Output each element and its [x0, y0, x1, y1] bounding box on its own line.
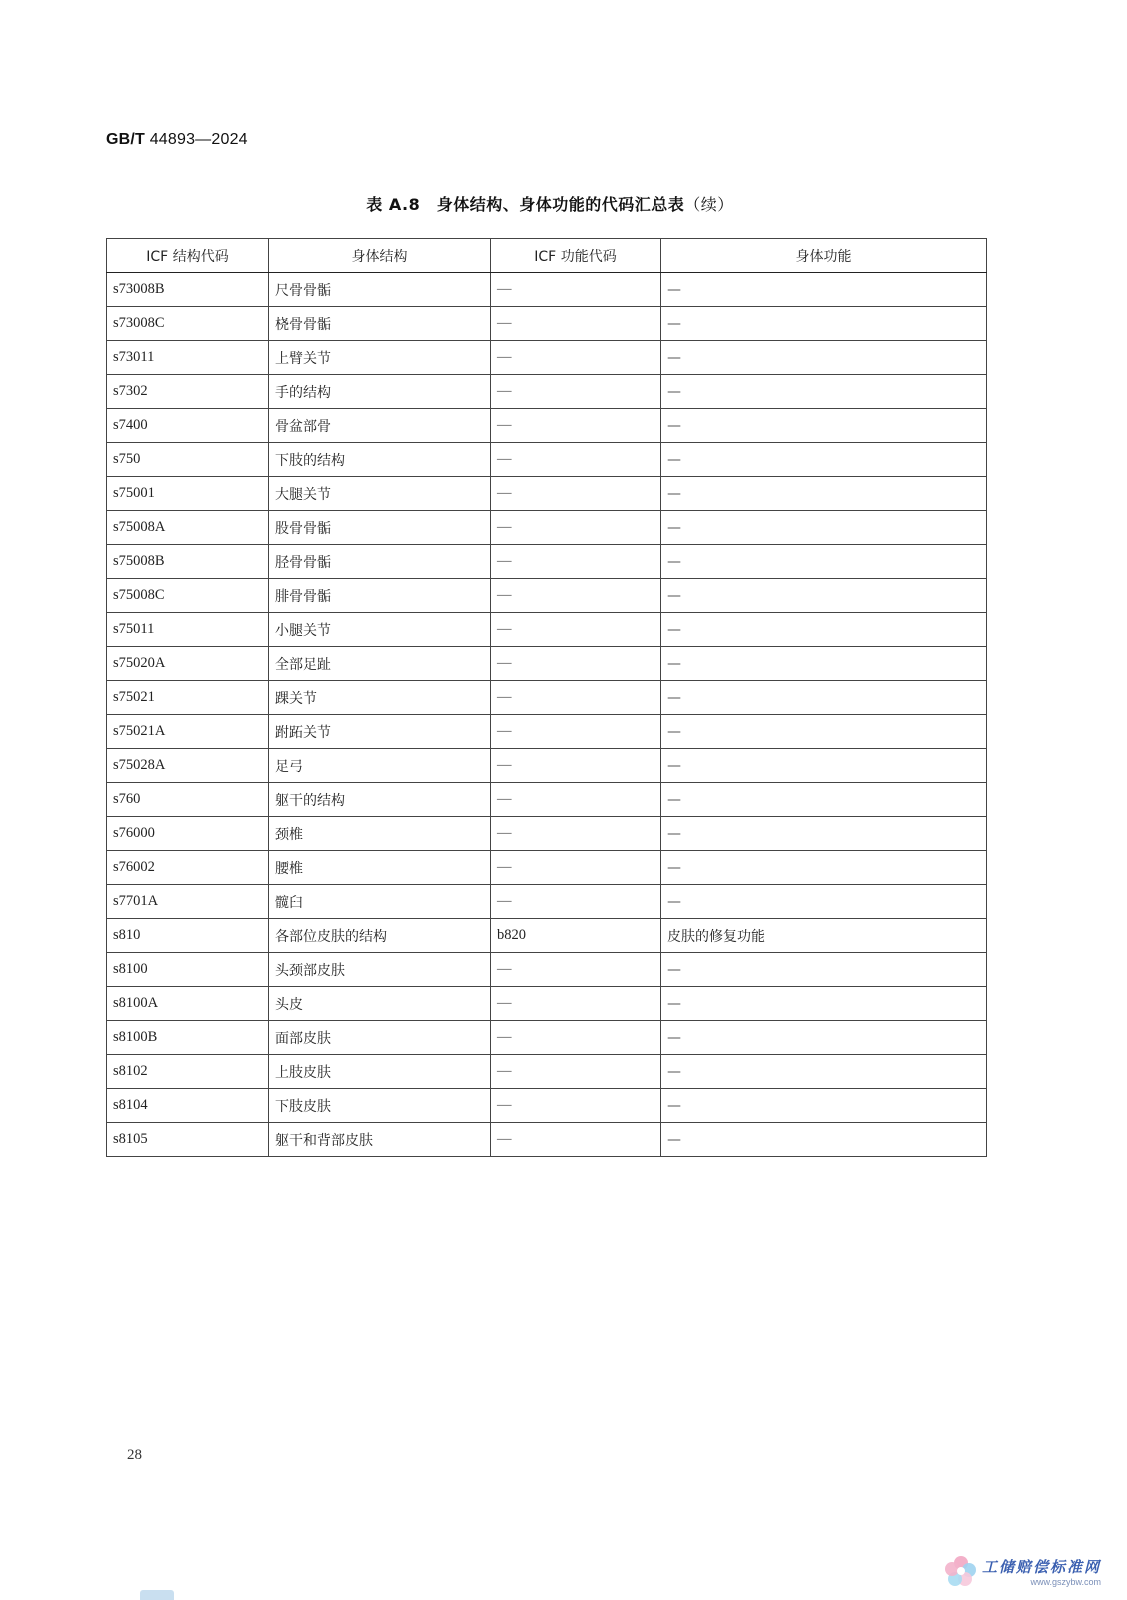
- body-structure-cell: 头皮: [269, 987, 491, 1021]
- body-function-cell: —: [661, 613, 987, 647]
- body-structure-cell: 下肢的结构: [269, 443, 491, 477]
- icf-structure-code-cell: s7302: [107, 375, 269, 409]
- icf-function-code-cell: —: [491, 477, 661, 511]
- table-row: [107, 1089, 987, 1123]
- body-structure-cell: 骨盆部骨: [269, 409, 491, 443]
- icf-structure-code-cell: s7701A: [107, 885, 269, 919]
- watermark-url: www.gszybw.com: [1030, 1576, 1101, 1587]
- icf-function-code-cell: —: [491, 783, 661, 817]
- standard-number: 44893—2024: [149, 131, 248, 148]
- table-row: [107, 613, 987, 647]
- body-function-cell: —: [661, 1123, 987, 1157]
- icf-structure-code-cell: s73008C: [107, 307, 269, 341]
- body-structure-cell: 上肢皮肤: [269, 1055, 491, 1089]
- icf-function-code-cell: —: [491, 341, 661, 375]
- icf-structure-code-cell: s8105: [107, 1123, 269, 1157]
- icf-function-code-cell: —: [491, 613, 661, 647]
- body-function-cell: —: [661, 1055, 987, 1089]
- icf-structure-code-cell: s73011: [107, 341, 269, 375]
- table-title-continued: （续）: [684, 195, 734, 214]
- body-structure-cell: 上臂关节: [269, 341, 491, 375]
- icf-structure-code-cell: s75021: [107, 681, 269, 715]
- body-structure-cell: 躯干的结构: [269, 783, 491, 817]
- table-header-row: [107, 239, 987, 273]
- table-row: [107, 477, 987, 511]
- body-function-cell: —: [661, 681, 987, 715]
- icf-structure-code-cell: s7400: [107, 409, 269, 443]
- body-function-cell: —: [661, 375, 987, 409]
- icf-function-code-cell: —: [491, 579, 661, 613]
- table-row: [107, 681, 987, 715]
- icf-function-code-cell: —: [491, 851, 661, 885]
- icf-structure-code-cell: s75020A: [107, 647, 269, 681]
- body-structure-cell: 跗跖关节: [269, 715, 491, 749]
- table-row: [107, 409, 987, 443]
- table-row: [107, 919, 987, 953]
- body-structure-cell: 小腿关节: [269, 613, 491, 647]
- table-title: [0, 192, 1100, 215]
- table-row: [107, 1021, 987, 1055]
- icf-structure-code-cell: s8100B: [107, 1021, 269, 1055]
- table-row: [107, 443, 987, 477]
- body-structure-cell: 腓骨骨骺: [269, 579, 491, 613]
- table-row: [107, 783, 987, 817]
- body-structure-cell: 手的结构: [269, 375, 491, 409]
- icf-structure-code-cell: s8104: [107, 1089, 269, 1123]
- body-function-cell: —: [661, 953, 987, 987]
- table-row: [107, 817, 987, 851]
- icf-structure-code-cell: s8100A: [107, 987, 269, 1021]
- page-number: 28: [127, 1447, 142, 1463]
- body-function-cell: —: [661, 987, 987, 1021]
- body-function-cell: —: [661, 885, 987, 919]
- icf-structure-code-cell: s75008A: [107, 511, 269, 545]
- icf-function-code-cell: —: [491, 953, 661, 987]
- icf-function-code-cell: —: [491, 273, 661, 307]
- icf-structure-code-cell: s75011: [107, 613, 269, 647]
- table-row: [107, 579, 987, 613]
- body-function-cell: —: [661, 647, 987, 681]
- body-function-cell: —: [661, 1089, 987, 1123]
- body-function-cell: —: [661, 749, 987, 783]
- body-structure-cell: 胫骨骨骺: [269, 545, 491, 579]
- icf-structure-code-cell: s760: [107, 783, 269, 817]
- icf-function-code-cell: —: [491, 715, 661, 749]
- corner-mark: [140, 1590, 174, 1600]
- body-structure-cell: 股骨骨骺: [269, 511, 491, 545]
- icf-structure-code-cell: s810: [107, 919, 269, 953]
- table-row: [107, 511, 987, 545]
- icf-function-code-cell: —: [491, 885, 661, 919]
- icf-structure-code-cell: s75008C: [107, 579, 269, 613]
- icf-structure-code-cell: s75021A: [107, 715, 269, 749]
- table-row: [107, 1055, 987, 1089]
- table-row: [107, 273, 987, 307]
- standard-code: [106, 131, 248, 149]
- icf-structure-code-cell: s8100: [107, 953, 269, 987]
- body-structure-cell: 腰椎: [269, 851, 491, 885]
- icf-structure-code-cell: s73008B: [107, 273, 269, 307]
- body-function-cell: 皮肤的修复功能: [661, 919, 987, 953]
- table-row: [107, 647, 987, 681]
- body-structure-cell: 躯干和背部皮肤: [269, 1123, 491, 1157]
- icf-structure-code-cell: s75001: [107, 477, 269, 511]
- body-structure-cell: 头颈部皮肤: [269, 953, 491, 987]
- watermark-name: 工储赔偿标准网: [981, 1557, 1101, 1576]
- column-header-icf-structure-code: ICF 结构代码: [107, 239, 269, 273]
- column-header-body-structure: 身体结构: [269, 239, 491, 273]
- body-structure-cell: 足弓: [269, 749, 491, 783]
- body-structure-cell: 面部皮肤: [269, 1021, 491, 1055]
- body-function-cell: —: [661, 579, 987, 613]
- icf-function-code-cell: b820: [491, 919, 661, 953]
- flower-logo-icon: [944, 1554, 978, 1588]
- table-row: [107, 307, 987, 341]
- icf-function-code-cell: —: [491, 443, 661, 477]
- body-structure-cell: 尺骨骨骺: [269, 273, 491, 307]
- standard-prefix: GB/T: [106, 131, 146, 148]
- column-header-body-function: 身体功能: [661, 239, 987, 273]
- icf-function-code-cell: —: [491, 409, 661, 443]
- column-header-icf-function-code: ICF 功能代码: [491, 239, 661, 273]
- icf-function-code-cell: —: [491, 681, 661, 715]
- icf-function-code-cell: —: [491, 817, 661, 851]
- table-row: [107, 987, 987, 1021]
- table-row: [107, 953, 987, 987]
- body-structure-cell: 颈椎: [269, 817, 491, 851]
- table-row: [107, 375, 987, 409]
- icf-structure-code-cell: s750: [107, 443, 269, 477]
- table-row: [107, 341, 987, 375]
- table-title-text: 表 A.8 身体结构、身体功能的代码汇总表: [366, 195, 685, 214]
- icf-structure-code-cell: s8102: [107, 1055, 269, 1089]
- body-structure-cell: 下肢皮肤: [269, 1089, 491, 1123]
- code-summary-table: [106, 238, 987, 1157]
- icf-function-code-cell: —: [491, 545, 661, 579]
- body-structure-cell: 桡骨骨骺: [269, 307, 491, 341]
- icf-function-code-cell: —: [491, 987, 661, 1021]
- body-function-cell: —: [661, 545, 987, 579]
- icf-structure-code-cell: s75028A: [107, 749, 269, 783]
- table-row: [107, 715, 987, 749]
- body-function-cell: —: [661, 715, 987, 749]
- body-function-cell: —: [661, 817, 987, 851]
- table-row: [107, 851, 987, 885]
- icf-function-code-cell: —: [491, 1089, 661, 1123]
- body-function-cell: —: [661, 511, 987, 545]
- table-row: [107, 545, 987, 579]
- body-function-cell: —: [661, 783, 987, 817]
- body-structure-cell: 大腿关节: [269, 477, 491, 511]
- body-function-cell: —: [661, 1021, 987, 1055]
- icf-function-code-cell: —: [491, 647, 661, 681]
- icf-structure-code-cell: s75008B: [107, 545, 269, 579]
- body-structure-cell: 全部足趾: [269, 647, 491, 681]
- body-structure-cell: 髋臼: [269, 885, 491, 919]
- icf-function-code-cell: —: [491, 1055, 661, 1089]
- icf-function-code-cell: —: [491, 749, 661, 783]
- body-function-cell: —: [661, 477, 987, 511]
- icf-function-code-cell: —: [491, 307, 661, 341]
- body-structure-cell: 各部位皮肤的结构: [269, 919, 491, 953]
- icf-function-code-cell: —: [491, 511, 661, 545]
- body-function-cell: —: [661, 341, 987, 375]
- icf-structure-code-cell: s76000: [107, 817, 269, 851]
- table-row: [107, 749, 987, 783]
- body-function-cell: —: [661, 443, 987, 477]
- body-function-cell: —: [661, 851, 987, 885]
- body-structure-cell: 踝关节: [269, 681, 491, 715]
- table-row: [107, 885, 987, 919]
- watermark: [944, 1554, 1101, 1588]
- table-body: [107, 273, 987, 1157]
- body-function-cell: —: [661, 273, 987, 307]
- body-function-cell: —: [661, 409, 987, 443]
- icf-function-code-cell: —: [491, 1123, 661, 1157]
- table-row: [107, 1123, 987, 1157]
- icf-function-code-cell: —: [491, 1021, 661, 1055]
- icf-structure-code-cell: s76002: [107, 851, 269, 885]
- body-function-cell: —: [661, 307, 987, 341]
- icf-function-code-cell: —: [491, 375, 661, 409]
